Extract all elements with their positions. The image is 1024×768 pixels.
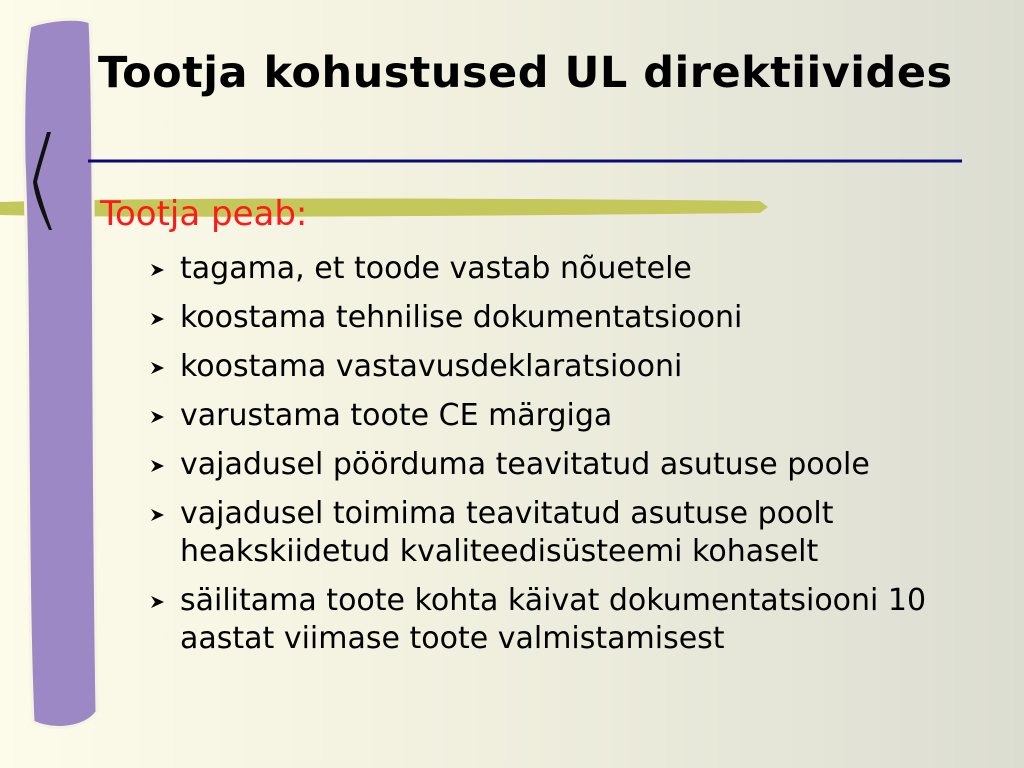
- list-item-text: koostama tehnilise dokumentatsiooni: [180, 300, 743, 335]
- arrowhead-bullet-icon: [150, 410, 166, 424]
- arrowhead-bullet-icon: [150, 595, 166, 609]
- arrowhead-bullet-icon: [150, 459, 166, 473]
- list-item: [150, 250, 990, 288]
- list-item-text: vajadusel toimima teavitatud asutuse poolt heakskiidetud kvaliteedisüsteemi kohaselt: [180, 496, 834, 569]
- list-item: [150, 446, 990, 484]
- list-item: [150, 495, 990, 571]
- bullet-list: [150, 250, 990, 669]
- list-item-text: varustama toote CE märgiga: [180, 398, 613, 433]
- list-item: [150, 299, 990, 337]
- list-item: [150, 348, 990, 386]
- slide-title: Tootja kohustused UL direktiivides: [98, 48, 953, 98]
- list-item: [150, 582, 990, 658]
- list-item-text: säilitama toote kohta käivat dokumentatsiooni 10 aastat viimase toote valmistamisest: [180, 583, 927, 656]
- list-item-text: tagama, et toode vastab nõuetele: [180, 251, 692, 286]
- arrowhead-bullet-icon: [150, 312, 166, 326]
- list-item-text: koostama vastavusdeklaratsiooni: [180, 349, 683, 384]
- list-item-text: vajadusel pöörduma teavitatud asutuse poole: [180, 447, 870, 482]
- arrowhead-bullet-icon: [150, 361, 166, 375]
- arrowhead-bullet-icon: [150, 508, 166, 522]
- purple-vertical-band: [24, 19, 97, 727]
- list-item: [150, 397, 990, 435]
- subheading: Tootja peab:: [100, 194, 308, 234]
- arrowhead-bullet-icon: [150, 263, 166, 277]
